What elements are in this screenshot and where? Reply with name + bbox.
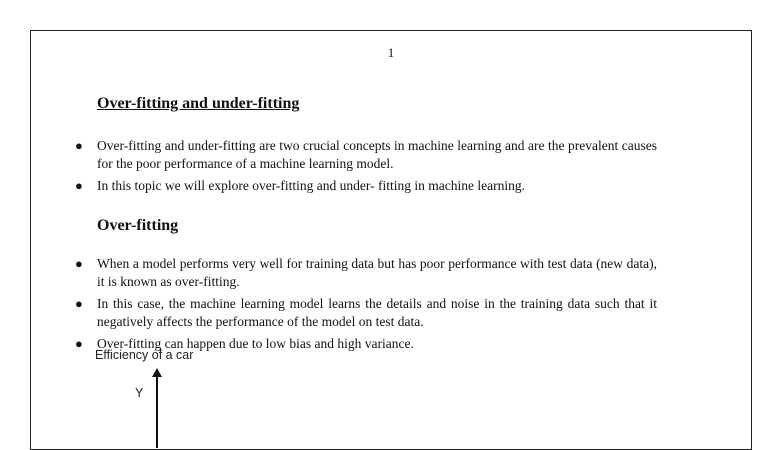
list-item: ● When a model performs very well for training data but has poor performance with test data (new data), it is known as over-fitting. (75, 256, 657, 289)
bullet-icon: ● (75, 178, 83, 193)
bullet-icon: ● (75, 138, 83, 153)
list-item: ● Over-fitting can happen due to low bias and high variance. (75, 336, 414, 351)
list-item: ● In this topic we will explore over-fitting and under- fitting in machine learning. (75, 178, 525, 193)
bullet-list-overfitting (75, 255, 657, 357)
section-heading-overfitting: Over-fitting (97, 217, 179, 234)
y-axis-arrow-icon (147, 368, 167, 448)
figure-title: Efficiency of a car (95, 348, 194, 362)
bullet-icon: ● (75, 296, 83, 311)
bullet-list-intro (75, 137, 657, 199)
section-heading-overfitting-underfitting: Over-fitting and under-fitting (97, 95, 300, 112)
bullet-icon: ● (75, 336, 83, 351)
page-number: 1 (387, 45, 395, 60)
list-item: ● Over-fitting and under-fitting are two crucial concepts in machine learning and are the prevalent causes for the poor performance of a machine learning model. (75, 138, 657, 171)
bullet-icon: ● (75, 256, 83, 271)
y-axis-label: Y (135, 386, 144, 400)
list-item: ● In this case, the machine learning model learns the details and noise in the training data such that it negatively affects the performance of the model on test data. (75, 296, 657, 329)
